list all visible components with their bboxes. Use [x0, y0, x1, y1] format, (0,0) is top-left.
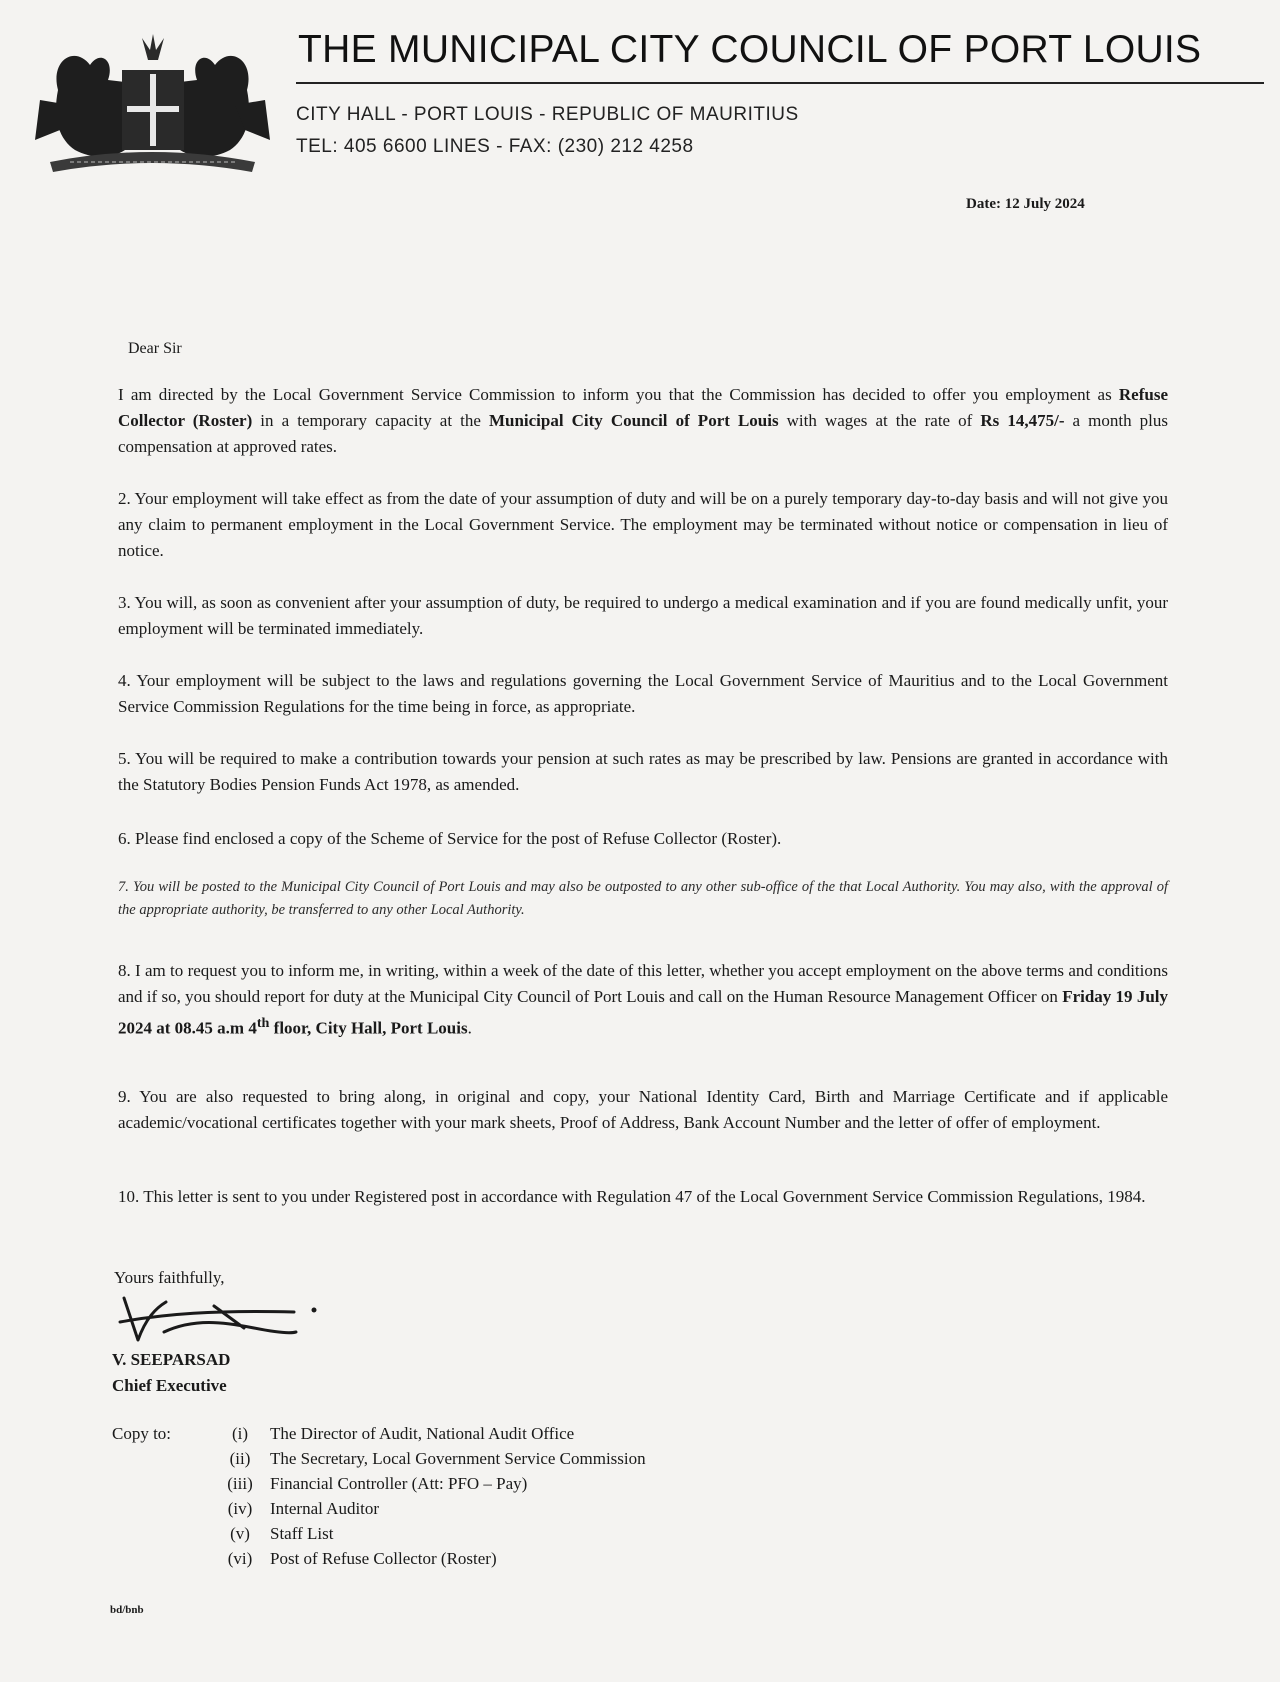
paragraph-10: 10. This letter is sent to you under Registered post in accordance with Regulation 47 of the Local Government Service Commission Regulations, 1984. [118, 1187, 1146, 1206]
paragraph-6: 6. Please find enclosed a copy of the Scheme of Service for the post of Refuse Collector (Roster). [118, 829, 782, 848]
copy-item: (i) The Director of Audit, National Audit Office [231, 1424, 575, 1443]
paragraph-8: 8. I am to request you to inform me, in writing, within a week of the date of this letter, whether you accept employment on the above terms and conditions and if so, you should report for duty at the Municipal City Council of Port Louis and call on the Human Resource Management Officer on Friday 19 July 2024 at 08.45 a.m 4th floor, City Hall, Port Louis. [118, 961, 1168, 1038]
council-contact: TEL: 405 6600 LINES - FAX: (230) 212 4258 [296, 136, 694, 157]
copy-item: (v) Staff List [230, 1524, 334, 1543]
paragraph-4: 4. Your employment will be subject to the laws and regulations governing the Local Government Service of Mauritius and to the Local Government Service Commission Regulations for the time being in force, as appropriate. [118, 671, 1168, 716]
paragraph-9: 9. You are also requested to bring along, in original and copy, your National Identity Card, Birth and Marriage Certificate and if applicable academic/vocational certificates together with your mark sheets, Proof of Address, Bank Account Number and the letter of offer of employment. [118, 1087, 1168, 1132]
copy-item: (vi) Post of Refuse Collector (Roster) [227, 1549, 497, 1568]
copy-item: (ii) The Secretary, Local Government Service Commission [229, 1449, 646, 1468]
paragraph-1: I am directed by the Local Government Service Commission to inform you that the Commission has decided to offer you employment as Refuse Collector (Roster) in a temporary capacity at the Municipal City Council of Port Louis with wages at the rate of Rs 14,475/- a month plus compensation at approved rates. [118, 385, 1168, 456]
council-name: THE MUNICIPAL CITY COUNCIL OF PORT LOUIS [298, 28, 1202, 71]
header-divider [296, 82, 1264, 84]
paragraph-7: 7. You will be posted to the Municipal City Council of Port Louis and may also be outposted to any other sub-office of the that Local Authority. You may also, with the approval of the appropriate authority, be transferred to any other Local Authority. [118, 879, 1168, 918]
salutation: Dear Sir [128, 340, 182, 357]
council-address: CITY HALL - PORT LOUIS - REPUBLIC OF MAURITIUS [296, 104, 799, 125]
paragraph-5: 5. You will be required to make a contribution towards your pension at such rates as may be prescribed by law. Pensions are granted in accordance with the Statutory Bodies Pension Funds Act 1978, as amended. [118, 749, 1168, 794]
letter-date: Date: 12 July 2024 [966, 196, 1085, 212]
signatory-title: Chief Executive [112, 1376, 227, 1395]
paragraph-3: 3. You will, as soon as convenient after your assumption of duty, be required to undergo a medical examination and if you are found medically unfit, your employment will be terminated immediately. [118, 593, 1168, 638]
signatory-name: V. SEEPARSAD [112, 1350, 231, 1369]
closing: Yours faithfully, [114, 1268, 225, 1287]
handwritten-signature [104, 1288, 324, 1348]
copy-item: (iii) Financial Controller (Att: PFO – Pay) [227, 1474, 528, 1493]
copy-to-list [210, 1424, 646, 1574]
reference-initials: bd/bnb [110, 1604, 144, 1616]
coat-of-arms-logo [30, 30, 275, 180]
paragraph-2: 2. Your employment will take effect as from the date of your assumption of duty and will be on a purely temporary day-to-day basis and will not give you any claim to permanent employment in the Local Government Service. The employment may be terminated without notice or compensation in lieu of notice. [118, 489, 1168, 560]
copy-to-label: Copy to: [112, 1424, 172, 1443]
copy-item: (iv) Internal Auditor [227, 1499, 380, 1518]
